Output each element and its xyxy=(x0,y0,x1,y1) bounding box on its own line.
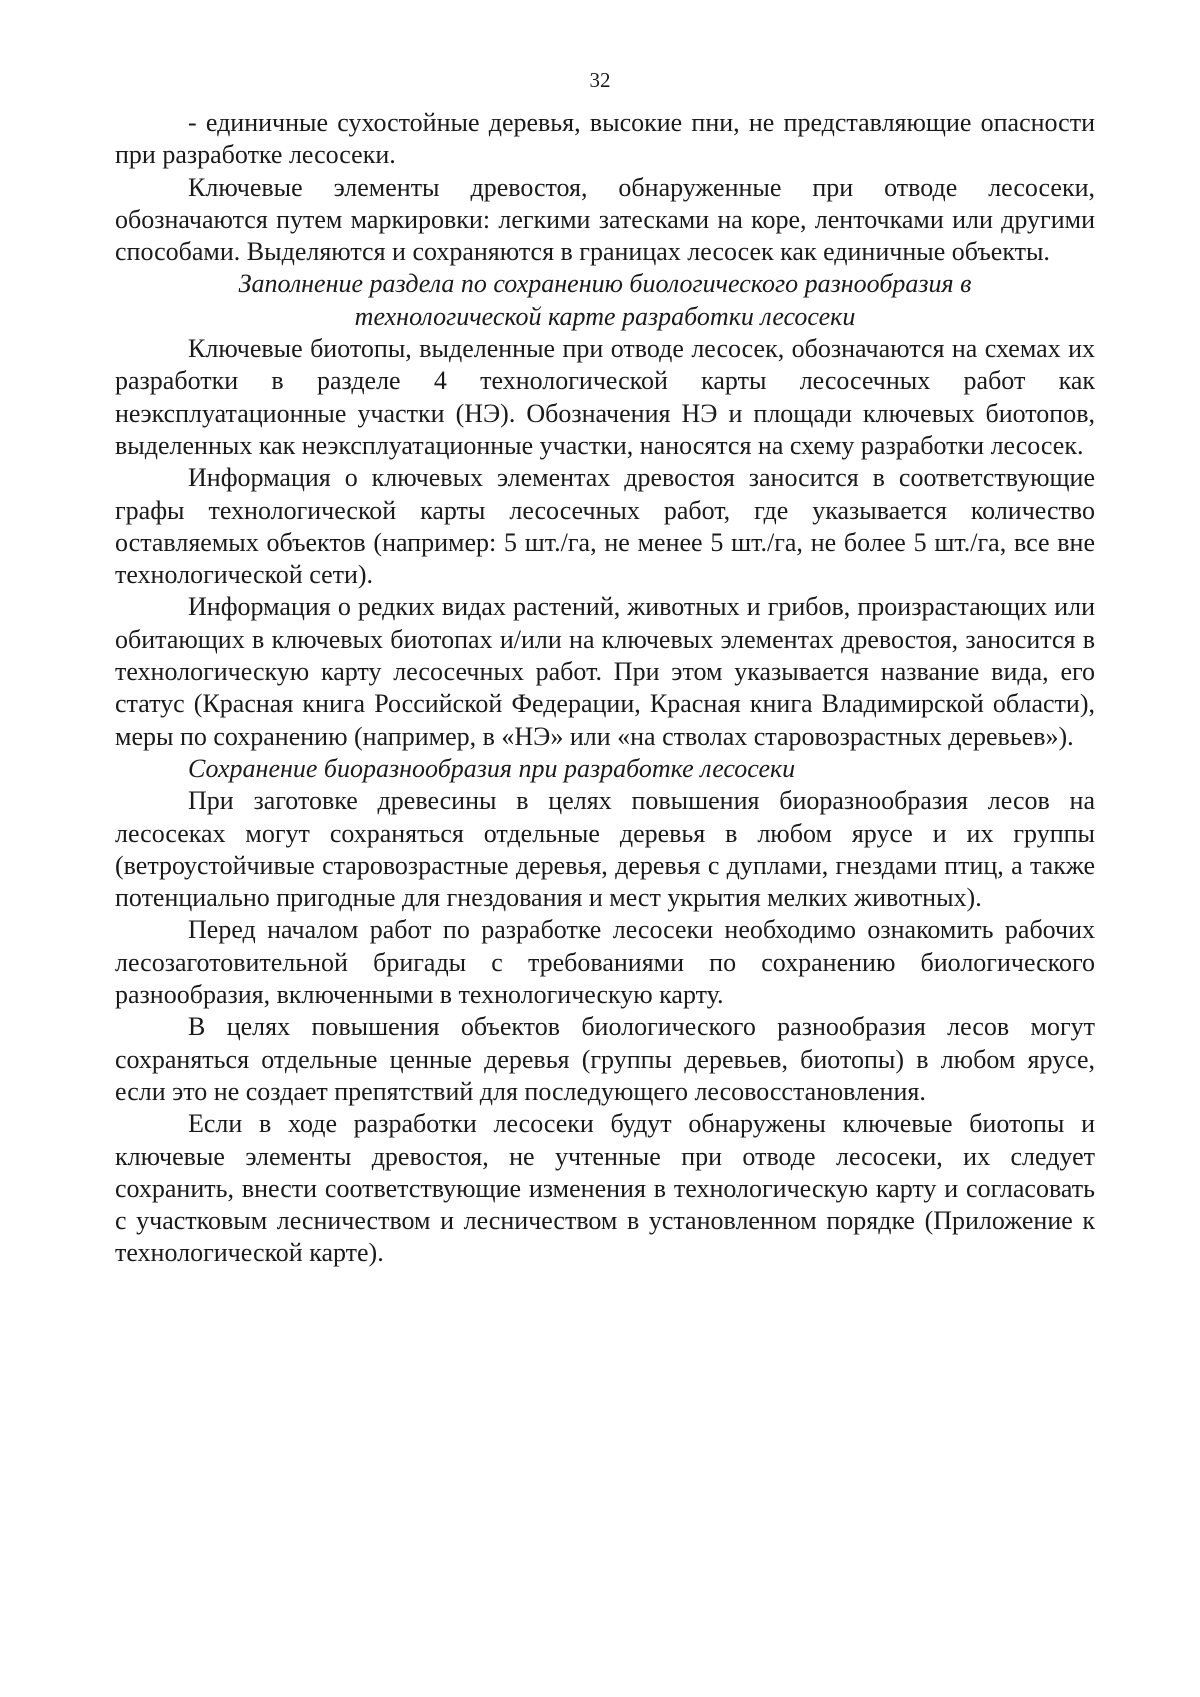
section-heading-biodiversity-map xyxy=(115,268,1095,333)
paragraph-crew-briefing: Перед началом работ по разработке лесосеки необходимо ознакомить рабочих лесозаготовительной бригады с требованиями по сохранению биологического разнообразия, включенными в технологическую карту. xyxy=(115,915,1095,1010)
paragraph-key-elements-marking: Ключевые элементы древостоя, обнаруженные при отводе лесосеки, обозначаются путем маркировки: легкими затесками на коре, ленточками или другими способами. Выделяются и сохраняются в границах лесосек как единичные объекты. xyxy=(115,172,1095,267)
section-heading-line-2: технологической карте разработки лесосеки xyxy=(354,301,856,331)
paragraph-dry-trees: - единичные сухостойные деревья, высокие пни, не представляющие опасности при разработке лесосеки. xyxy=(115,108,1095,170)
document-body xyxy=(115,107,1095,1270)
section-heading-line-1: Заполнение раздела по сохранению биологического разнообразия в xyxy=(238,269,972,299)
paragraph-unrecorded-biotopes: Если в ходе разработки лесосеки будут обнаружены ключевые биотопы и ключевые элементы древостоя, не учтенные при отводе лесосеки, их следует сохранить, внести соответствующие изменения в технологическую карту и согласовать с участковым лесничеством и лесничеством в установленном порядке (Приложение к технологической карте). xyxy=(115,1109,1095,1268)
paragraph-key-biotopes: Ключевые биотопы, выделенные при отводе лесосек, обозначаются на схемах их разработки в разделе 4 технологической карты лесосечных работ как неэксплуатационные участки (НЭ). Обозначения НЭ и площади ключевых биотопов, выделенных как неэксплуатационные участки, наносятся на схему разработки лесосек. xyxy=(115,334,1095,460)
section-heading-biodiversity-logging: Сохранение биоразнообразия при разработке лесосеки xyxy=(188,753,796,783)
paragraph-valuable-trees: В целях повышения объектов биологического разнообразия лесов могут сохраняться отдельные ценные деревья (группы деревьев, биотопы) в любом ярусе, если это не создает препятствий для последующего лесовосстановления. xyxy=(115,1012,1095,1106)
paragraph-key-elements-info: Информация о ключевых элементах древостоя заносится в соответствующие графы технологической карты лесосечных работ, где указывается количество оставляемых объектов (например: 5 шт./га, не менее 5 шт./га, не более 5 шт./га, все вне технологической сети). xyxy=(115,463,1095,590)
paragraph-retained-trees: При заготовке древесины в целях повышения биоразнообразия лесов на лесосеках могут сохраняться отдельные деревья в любом ярусе и их группы (ветроустойчивые старовозрастные деревья, деревья с дуплами, гнездами птиц, а также потенциально пригодные для гнездования и мест укрытия мелких животных). xyxy=(115,786,1095,913)
paragraph-rare-species: Информация о редких видах растений, животных и грибов, произрастающих или обитающих в ключевых биотопах и/или на ключевых элементах древостоя, заносится в технологическую карту лесосечных работ. При этом указывается название вида, его статус (Красная книга Российской Федерации, Красная книга Владимирской области), меры по сохранению (например, в «НЭ» или «на стволах старовозрастных деревьев»). xyxy=(115,592,1095,751)
page-number: 32 xyxy=(589,68,611,92)
